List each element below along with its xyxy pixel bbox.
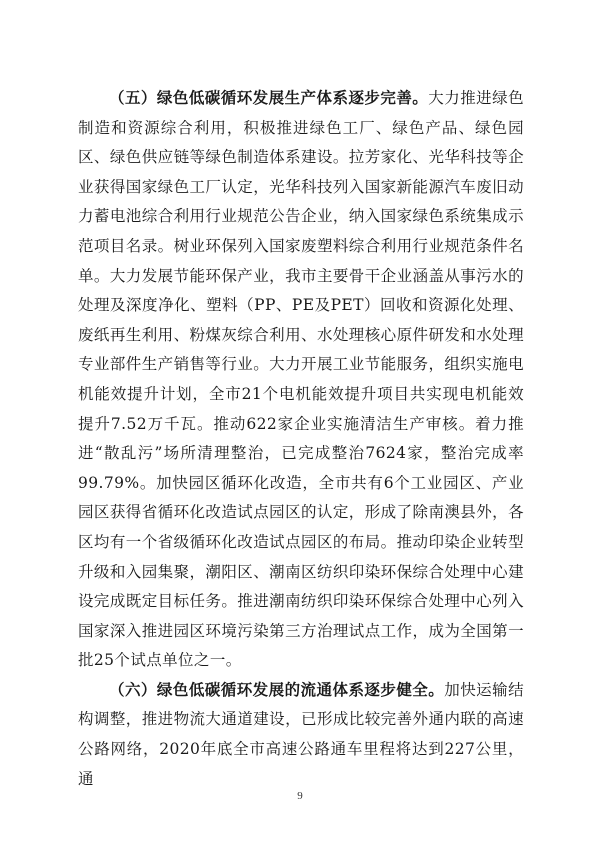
section-body-5: 大力推进绿色制造和资源综合利用，积极推进绿色工厂、绿色产品、绿色园区、绿色供应链等绿色制造体系建设。拉芳家化、光华科技等企业获得国家绿色工厂认定，光华科技列入国家新能源汽车废旧动力蓄电池综合利用行业规范公告企业，纳入国家绿色系统集成示范项目名录。树业环保列入国家废塑料综合利用行业规范条件名单。大力发展节能环保产业，我市主要骨干企业涵盖从事污水的处理及深度净化、塑料（PP、PE及PET）回收和资源化处理、废纸再生利用、粉煤灰综合利用、水处理核心原件研发和水处理专业部件生产销售等行业。大力开展工业节能服务，组织实施电机能效提升计划，全市21个电机能效提升项目共实现电机能效提升7.52万千瓦。推动622家企业实施清洁生产审核。着力推进“散乱污”场所清理整治，已完成整治7624家，整治完成率99.79%。加快园区循环化改造，全市共有6个工业园区、产业园区获得省循环化改造试点园区的认定，形成了除南澳县外，各区均有一个省级循环化改造试点园区的布局。推动印染企业转型升级和入园集聚，潮阳区、潮南区纺织印染环保综合处理中心建设完成既定目标任务。推进潮南纺织印染环保综合处理中心列入国家深入推进园区环境污染第三方治理试点工作，成为全国第一批25个试点单位之一。 (78, 89, 524, 670)
paragraph-section-5 (78, 84, 524, 676)
paragraph-section-6 (78, 676, 524, 794)
document-body (78, 84, 524, 794)
section-heading-5: （五）绿色低碳循环发展生产体系逐步完善。 (109, 89, 429, 107)
page-number: 9 (297, 790, 303, 802)
section-heading-6: （六）绿色低碳循环发展的流通体系逐步健全。 (109, 680, 445, 699)
section-body-6: 加快运输结构调整，推进物流大通道建设，已形成比较完善外通内联的高速公路网络，2020年底全市高速公路通车里程将达到227公里，通 (78, 680, 524, 788)
